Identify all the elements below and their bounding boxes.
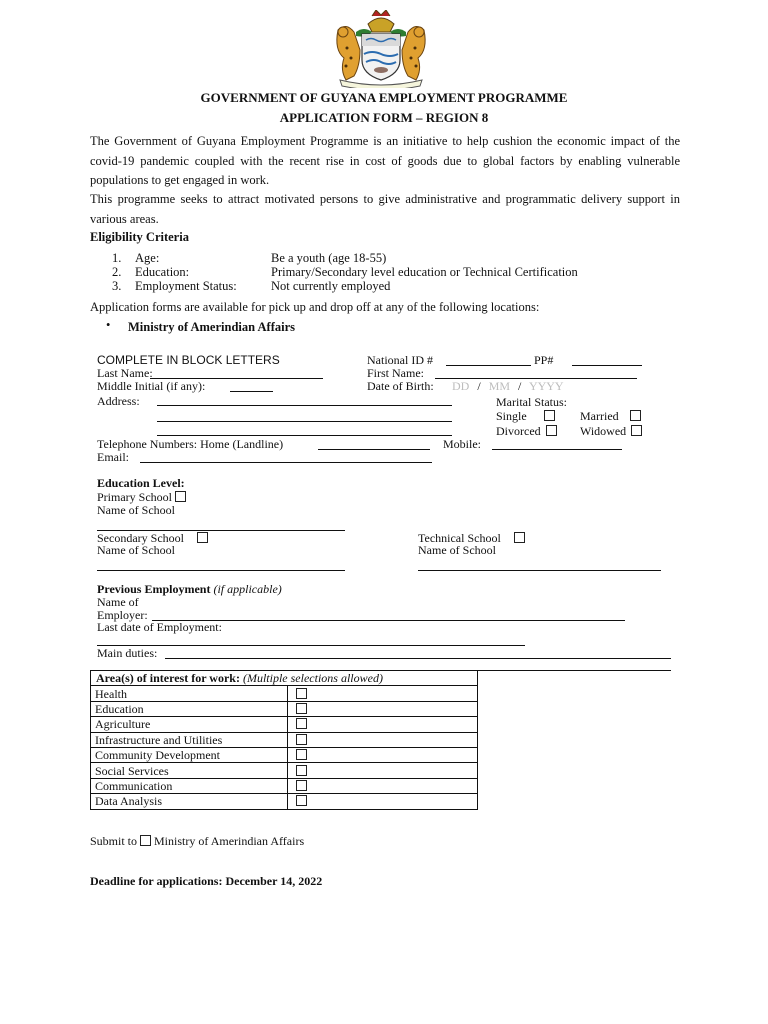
interest-checkbox-cell[interactable] — [288, 747, 478, 762]
passport-label: PP# — [534, 353, 554, 367]
single-label: Single — [496, 409, 527, 423]
employment-note: (if applicable) — [213, 582, 282, 596]
interest-label: Infrastructure and Utilities — [91, 732, 288, 747]
secondary-school-name-label: Name of School — [97, 543, 175, 557]
address-field-line-3[interactable] — [157, 435, 452, 436]
eligibility-item-num: 2. — [112, 265, 122, 279]
divorced-label: Divorced — [496, 424, 541, 438]
location-item: Ministry of Amerindian Affairs — [128, 320, 296, 334]
telephone-label: Telephone Numbers: Home (Landline) — [97, 437, 284, 451]
technical-school-name-field[interactable] — [418, 570, 661, 571]
table-row — [91, 778, 478, 793]
secondary-school-label: Secondary School — [97, 531, 184, 545]
intro-paragraph-2: This programme seeks to attract motivated persons to give administrative and programmatic delivery support in various areas. — [90, 192, 680, 226]
interest-checkbox-cell[interactable] — [288, 794, 478, 809]
interest-checkbox[interactable] — [296, 780, 307, 791]
divorced-option[interactable] — [496, 424, 557, 439]
table-row — [91, 732, 478, 747]
married-label: Married — [580, 409, 619, 423]
interest-label: Education — [91, 701, 288, 716]
interest-label: Health — [91, 686, 288, 701]
technical-school-checkbox[interactable] — [514, 532, 525, 543]
mobile-label: Mobile: — [443, 437, 481, 451]
form-subtitle: APPLICATION FORM – REGION 8 — [279, 110, 489, 125]
interest-checkbox[interactable] — [296, 688, 307, 699]
married-checkbox[interactable] — [630, 410, 641, 421]
interest-checkbox[interactable] — [296, 795, 307, 806]
interest-checkbox[interactable] — [296, 765, 307, 776]
national-id-field[interactable] — [446, 365, 531, 366]
last-name-label: Last Name: — [97, 366, 153, 380]
email-field[interactable] — [140, 462, 432, 463]
locations-intro: Application forms are available for pick up and drop off at any of the following locations: — [90, 300, 540, 314]
single-option[interactable] — [496, 409, 555, 424]
dob-month-placeholder: MM — [488, 379, 511, 393]
bullet-icon: • — [106, 318, 111, 332]
interests-header-cell — [91, 671, 478, 686]
secondary-school-name-field[interactable] — [97, 570, 345, 571]
main-duties-field-line-1[interactable] — [165, 658, 671, 659]
interest-checkbox[interactable] — [296, 718, 307, 729]
submit-checkbox[interactable] — [140, 835, 151, 846]
eligibility-item-value: Be a youth (age 18-55) — [271, 251, 387, 265]
table-row — [91, 794, 478, 809]
table-row — [91, 763, 478, 778]
main-duties-label: Main duties: — [97, 646, 158, 660]
table-row — [91, 717, 478, 732]
single-checkbox[interactable] — [544, 410, 555, 421]
interest-checkbox-cell[interactable] — [288, 686, 478, 701]
eligibility-item-num: 1. — [112, 251, 122, 265]
submit-label: Submit to — [90, 834, 138, 848]
mobile-field[interactable] — [492, 449, 622, 450]
interest-label: Community Development — [91, 747, 288, 762]
eligibility-item-num: 3. — [112, 279, 122, 293]
widowed-label: Widowed — [580, 424, 627, 438]
middle-initial-field[interactable] — [230, 391, 273, 392]
first-name-label: First Name: — [367, 366, 424, 380]
interests-heading: Area(s) of interest for work: — [96, 671, 240, 686]
eligibility-heading: Eligibility Criteria — [90, 230, 189, 244]
address-field-line-1[interactable] — [157, 405, 452, 406]
address-field-line-2[interactable] — [157, 421, 452, 422]
main-duties-field-line-2[interactable] — [478, 670, 671, 671]
secondary-school-checkbox[interactable] — [197, 532, 208, 543]
technical-school-name-label: Name of School — [418, 543, 496, 557]
dob-label: Date of Birth: — [367, 379, 434, 393]
interest-label: Communication — [91, 778, 288, 793]
eligibility-item-label: Age: — [135, 251, 160, 265]
interest-checkbox-cell[interactable] — [288, 778, 478, 793]
interest-label: Data Analysis — [91, 794, 288, 809]
interest-checkbox[interactable] — [296, 749, 307, 760]
marital-status-label: Marital Status: — [496, 395, 567, 409]
email-label: Email: — [97, 450, 129, 464]
eligibility-item-value: Primary/Secondary level education or Technical Certification — [271, 265, 578, 279]
deadline-text: Deadline for applications: December 14, 2022 — [90, 874, 323, 888]
primary-school-label: Primary School — [97, 490, 172, 504]
dob-separator: / — [477, 379, 481, 393]
married-option[interactable] — [580, 409, 641, 424]
block-letters-note: COMPLETE IN BLOCK LETTERS — [97, 353, 280, 367]
table-row — [91, 701, 478, 716]
interest-checkbox-cell[interactable] — [288, 701, 478, 716]
dob-day-placeholder: DD — [452, 379, 470, 393]
dob-year-placeholder: YYYY — [528, 379, 564, 393]
interest-checkbox-cell[interactable] — [288, 717, 478, 732]
education-heading: Education Level: — [97, 476, 185, 490]
submit-row — [90, 834, 304, 849]
divorced-checkbox[interactable] — [546, 425, 557, 436]
interests-header-row — [91, 671, 478, 686]
submit-target: Ministry of Amerindian Affairs — [154, 834, 305, 848]
intro-paragraph-1: The Government of Guyana Employment Programme is an initiative to help cushion the economic impact of the covid-19 pandemic coupled with the recent rise in cost of goods due to global factors by enabling vulnerable populations to get engaged in work. — [90, 134, 680, 187]
dob-separator: / — [518, 379, 522, 393]
last-date-label: Last date of Employment: — [97, 620, 222, 634]
employer-label: Employer: — [97, 608, 148, 622]
interest-label: Agriculture — [91, 717, 288, 732]
eligibility-item-label: Education: — [135, 265, 190, 279]
last-date-field[interactable] — [97, 645, 525, 646]
interest-label: Social Services — [91, 763, 288, 778]
national-id-label: National ID # — [367, 353, 433, 367]
interest-checkbox[interactable] — [296, 703, 307, 714]
widowed-checkbox[interactable] — [631, 425, 642, 436]
technical-school-label: Technical School — [418, 531, 501, 545]
primary-school-name-label: Name of School — [97, 503, 175, 517]
table-row — [91, 686, 478, 701]
dob-field[interactable] — [452, 379, 564, 394]
employer-field[interactable] — [152, 620, 625, 621]
form-title: GOVERNMENT OF GUYANA EMPLOYMENT PROGRAMME — [200, 90, 568, 105]
employment-heading: Previous Employment — [97, 582, 211, 596]
interest-checkbox[interactable] — [296, 734, 307, 745]
home-phone-field[interactable] — [318, 449, 430, 450]
passport-field[interactable] — [572, 365, 642, 366]
table-row — [91, 747, 478, 762]
interest-checkbox-cell[interactable] — [288, 763, 478, 778]
primary-school-checkbox[interactable] — [175, 491, 186, 502]
employer-name-label: Name of — [97, 595, 139, 609]
coat-of-arms-emblem — [316, 10, 446, 88]
address-label: Address: — [97, 394, 140, 408]
interest-checkbox-cell[interactable] — [288, 732, 478, 747]
interests-note: (Multiple selections allowed) — [242, 671, 383, 686]
widowed-option[interactable] — [580, 424, 642, 439]
interests-table — [90, 670, 478, 810]
eligibility-item-value: Not currently employed — [271, 279, 391, 293]
eligibility-item-label: Employment Status: — [135, 279, 237, 293]
middle-initial-label: Middle Initial (if any): — [97, 379, 206, 393]
